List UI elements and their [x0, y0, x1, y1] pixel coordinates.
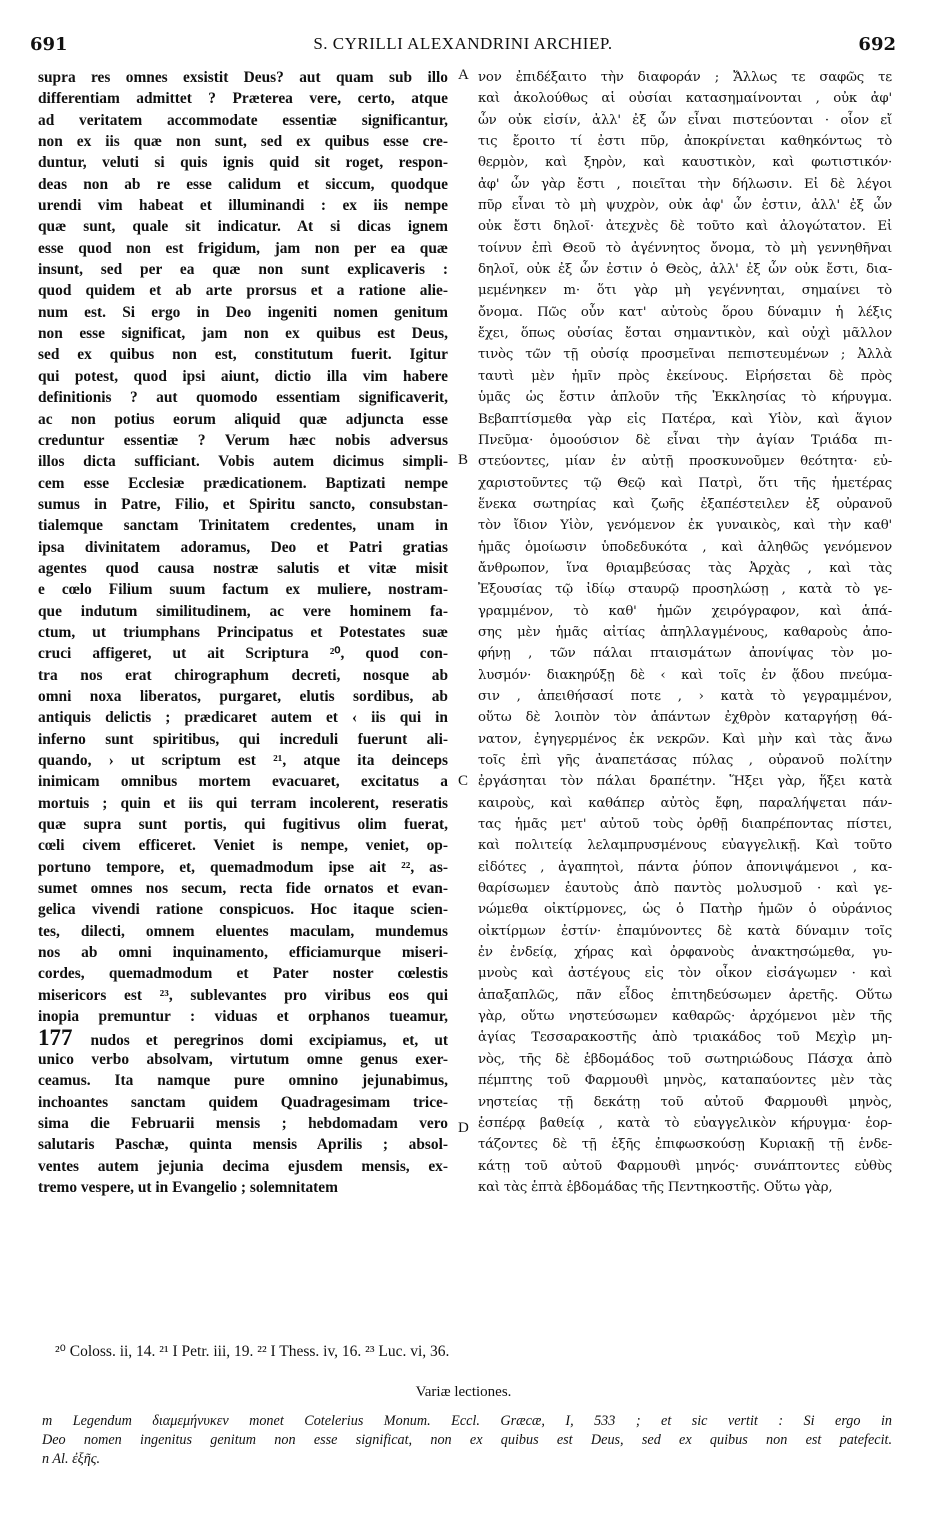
latin-text-line: gelica vivendi ratione conspicuos. Hoc itaque scien-: [38, 901, 448, 919]
latin-text-line: que indutum similitudinem, ac vere hominem fa-: [38, 602, 448, 620]
greek-text-line: ταυτὶ μὲν ἡμῖν πρὸς ἐκείνους. Εἰρήσεται δὲ πρὸς: [478, 368, 892, 384]
variant-reading-line: Deo nomen ingenitus genitum non esse significat, non ex quibus est Deus, sed ex quibus non est patefecit.: [42, 1432, 892, 1448]
latin-text-line: salutaris Paschæ, quinta mensis Aprilis ; absol-: [38, 1136, 448, 1154]
section-marker-a: A: [458, 67, 469, 83]
greek-text-line: ἄνθρωπον, ἵνα θριαμβεύσας τὰς Ἀρχὰς , καὶ τὰς: [478, 560, 892, 576]
greek-text-line: ἑσπέρᾳ βαθείᾳ , κατὰ τὸ εὐαγγελικὸν κήρυγμα· ἑορ-: [478, 1115, 892, 1131]
page-number-left: 691: [30, 34, 68, 55]
latin-text-line: ventes autem jejunia decima ejusdem mensis, ex-: [38, 1157, 448, 1175]
latin-text-line: misericors est ²³, sublevantes pro viribus eos qui: [38, 986, 448, 1004]
greek-text-line: ὄνομα. Πῶς οὖν κατ' αὐτοὺς ὅρου δύναμιν ἡ λέξις: [478, 304, 892, 320]
greek-text-line: μνοὺς καὶ ἀστέγους εἰς τὸν οἶκον εἰσάγωμεν · καὶ: [478, 966, 892, 982]
greek-text-line: νὸς, τῆς δὲ ἑβδομάδος τοῦ σωτηριώδους Πάσχα ἀπὸ: [478, 1051, 892, 1067]
greek-text-line: τοίνυν ἐπὶ Θεοῦ τὸ ἀγέννητος ὄνομα, τὸ μὴ γεννηθῆναι: [478, 240, 892, 256]
latin-text-line: quod quidem et ab arte prorsus et a ratione alie-: [38, 282, 448, 300]
variant-reading-line: m Legendum διαμεμήνυκεν monet Cotelerius Monum. Eccl. Græcæ, I, 533 ; et sic vertit : Si ergo in: [42, 1413, 892, 1429]
latin-text-line: tremo vespere, ut in Evangelio ; solemnitatem: [38, 1178, 338, 1196]
greek-text-line: στεύοντες, μίαν ἐν αὐτῇ προσκυνοῦμεν θεότητα· εὐ-: [478, 454, 892, 470]
greek-text-line: Ἐξουσίας τῷ ἰδίῳ σταυρῷ προσηλώσῃ , κατὰ τὸ γε-: [478, 582, 892, 598]
latin-text-fragment: nudos et peregrinos domi excipiamus, et, ut: [90, 1032, 448, 1049]
latin-text-line: inchoantes sanctam quidem Quadragesimam trice-: [38, 1093, 448, 1111]
greek-text-line: θερμὸν, καὶ ξηρὸν, καὶ καυστικὸν, καὶ φωτιστικόν·: [478, 155, 892, 171]
latin-text-line: quando, › ut scriptum est ²¹, atque ita deinceps: [38, 752, 448, 769]
latin-text-line: duntur, veluti si quis ignis quid sit roget, respon-: [38, 154, 448, 172]
latin-text-line: non ex iis quæ non sunt, sed ex quibus esse cre-: [38, 133, 448, 151]
latin-text-line: [38, 1027, 448, 1048]
latin-text-line: omni noxa liberatos, purgaret, elutis sordibus, ab: [38, 687, 448, 705]
latin-text-line: cruci affigeret, ut ait Scriptura ²⁰, quod con-: [38, 645, 448, 663]
greek-text-line: οὕτω δὲ λοιπὸν τὸν ἁπάντων ἐχθρὸν καταργήσῃ θά-: [478, 710, 892, 726]
greek-text-line: τὸν ἴδιον Υἱὸν, γενόμενον ἐκ γυναικὸς, καὶ τὴν καθ': [478, 518, 892, 534]
greek-text-line: χαριστοῦντες τῷ Θεῷ καὶ Πατρὶ, ὅτι τῆς ἡμετέρας: [478, 475, 892, 491]
latin-text-line: sumet omnes nos secum, recta fide ornatos et evan-: [38, 880, 448, 898]
greek-text-line: ὧν οὐκ εἰσίν, ἀλλ' ἐξ ὧν εἶναι πιστεύονται · οἷον εἴ: [478, 112, 892, 128]
greek-text-line: γὰρ, οὕτω νηστεύσωμεν καθαρῶς· ἀρχόμενοι μὲν τῆς: [478, 1009, 892, 1025]
greek-text-line: καὶ ἀκολούθως αἱ οὐσίαι κατασημαίνονται , οὐκ ἀφ': [478, 91, 892, 107]
latin-text-line: agentes quod causa nostræ salutis et vitæ misit: [38, 559, 448, 577]
variant-reading-line: n Al. ἐξῆς.: [42, 1451, 101, 1467]
latin-text-line: sima die Februarii mensis ; hebdomadam vero: [38, 1114, 448, 1132]
section-marker-c: C: [458, 773, 469, 789]
latin-text-line: num est. Si ergo in Deo ingeniti nomen genitum: [38, 303, 448, 321]
greek-text-line: θαρίσωμεν ἑαυτοὺς ἀπὸ παντὸς μολυσμοῦ · καὶ γε-: [478, 881, 892, 897]
latin-text-line: sumus in Patre, Filio, et Spiritu sancto, consubstan-: [38, 495, 448, 513]
greek-text-line: σιν , ἀπειθήσασί ποτε , › κατὰ τὸ γεγραμμένον,: [478, 688, 892, 704]
latin-text-line: deas non ab re esse calidum et siccum, quodque: [38, 175, 448, 193]
greek-text-line: τοῖς ἐπὶ γῆς ἀναπετάσας πύλας , οὐρανοῦ πολίτην: [478, 753, 892, 768]
section-marker-b: B: [458, 452, 469, 468]
latin-text-line: tialemque sanctam Trinitatem credentes, unam in: [38, 517, 448, 535]
latin-text-line: urendi vim habeat et illuminandi : ex iis nempe: [38, 197, 448, 215]
greek-text-line: ἀφ' ὧν γὰρ ἔστι , ποιεῖται τὴν δήλωσιν. Εἰ δὲ λέγοι: [478, 176, 892, 192]
greek-text-line: σης μὲν ἡμᾶς αἰτίας ἀπηλλαγμένους, καθαροὺς ἀπο-: [478, 624, 892, 640]
latin-text-line: portuno tempore, et, quemadmodum ipse ait ²², as-: [38, 858, 448, 876]
greek-text-line: νατον, ἐγηγερμένος ἐκ νεκρῶν. Καὶ μὴν καὶ τὰς ἄνω: [478, 731, 892, 747]
greek-text-line: νον ἐπιδέξαιτο τὴν διαφοράν ; Ἄλλως τε σαφῶς τε: [478, 70, 892, 85]
greek-text-line: νώμεθα οἰκτίρμονες, ὡς ὁ Πατὴρ ἡμῶν ὁ οὐράνιος: [478, 902, 892, 918]
latin-text-line: insunt, sed per ea quæ non sunt explicaveris :: [38, 261, 448, 279]
latin-text-line: ad veritatem accommodate essentiæ significantur,: [38, 111, 448, 129]
greek-text-line: τας ἡμᾶς μετ' αὐτοῦ τοὺς ὀρθῇ διαπρέποντας πίστει,: [478, 817, 892, 833]
variae-lectiones: [42, 1412, 892, 1469]
greek-text-line: νηστείας τῇ δεκάτῃ τοῦ αὐτοῦ Φαρμουθὶ μηνὸς,: [478, 1094, 892, 1110]
latin-text-line: definitionis ? aut quomodo essentiam significaverit,: [38, 389, 448, 407]
greek-text-line: τάζοντες δὲ τῇ ἑξῆς ἐπιφωσκούσῃ Κυριακῇ τῇ ἑνδε-: [478, 1137, 892, 1153]
latin-text-line: differentiam admittet ? Præterea vere, certo, atque: [38, 90, 448, 108]
page-number-right: 692: [858, 34, 896, 55]
latin-text-line: e cœlo Filium suum factum ex muliere, nostram-: [38, 581, 448, 599]
greek-text-line: ἡμᾶς ὁμοίωσιν ὑποδεδυκότα , καὶ ἀληθῶς γενόμενον: [478, 539, 892, 555]
greek-text-line: καὶ πολιτείᾳ λελαμπρυσμένους εὐαγγελικῇ. Καὶ τοῦτο: [478, 838, 892, 854]
latin-text-line: quæ supra sunt portis, qui fugitivus olim fuerat,: [38, 816, 448, 834]
greek-text-line: ἕνεκα σωτηρίας καὶ ζωῆς ἐξαπέστειλεν ἐξ οὐρανοῦ: [478, 496, 892, 512]
greek-text-line: εἰδότες , ἀγαπητοὶ, πάντα ῥύπον ἀπονιψάμενοι , κα-: [478, 859, 892, 875]
latin-text-line: sed ex quibus non est, constitutum fuerit. Igitur: [38, 346, 448, 364]
latin-text-line: inferno sunt spiritibus, qui increduli fuerunt ali-: [38, 730, 448, 748]
greek-text-line: καιροὺς, καὶ καθάπερ αὐτὸς ἔφη, παραλήψεται πάν-: [478, 795, 892, 811]
latin-text-line: unico verbo absolvam, virtutum omne genus exer-: [38, 1050, 448, 1068]
greek-text-line: Βεβαπτίσμεθα γὰρ εἰς Πατέρα, καὶ Υἱὸν, καὶ ἅγιον: [478, 411, 892, 427]
greek-column: [478, 67, 892, 1198]
latin-text-line: nos ab omni inquinamento, efficiamurque miseri-: [38, 944, 448, 962]
greek-text-line: μεμένηκεν m· ὅτι γὰρ μὴ γεγέννηται, σημαίνει τὸ: [478, 283, 892, 299]
latin-text-line: inimicam omnibus mortem evacuaret, excitatus a: [38, 773, 448, 791]
greek-text-line: καὶ τὰς ἑπτὰ ἑβδομάδας τῆς Πεντηκοστῆς. Οὕτω γὰρ,: [478, 1179, 833, 1195]
variae-heading: Variæ lectiones.: [415, 1384, 512, 1400]
greek-text-line: φήνῃ , τῶν πάλαι πταισμάτων ἀπονίψας τὸν μο-: [478, 646, 892, 662]
latin-text-line: ceamus. Ita namque pure omnino jejunabimus,: [38, 1072, 448, 1090]
running-title: S. CYRILLI ALEXANDRINI ARCHIEP.: [313, 34, 613, 53]
section-marker-d: D: [458, 1120, 469, 1136]
latin-text-line: supra res omnes exsistit Deus? aut quam sub illo: [38, 69, 448, 86]
latin-text-line: ac non potius eorum aliquid quæ adjuncta esse: [38, 410, 448, 428]
greek-text-line: ἐργάσηται τὸν πάλαι δραπέτην. Ἥξει γὰρ, ἥξει κατὰ: [478, 774, 892, 790]
latin-text-line: illos dicta sufficiant. Vobis autem dicimus simpli-: [38, 453, 448, 471]
running-header: [30, 34, 896, 60]
greek-text-line: τις ἔροιτο τί ἐστι πῦρ, ἀποκρίνεται καθηκόντως τὸ: [478, 134, 892, 150]
latin-text-line: tes, dilecti, omnem eluentes maculam, mundemus: [38, 922, 448, 940]
latin-text-line: antiquis delictis ; prædicaret autem et ‹ iis qui in: [38, 709, 448, 727]
greek-text-line: οἰκτίρμων ἐστίν· ἐπαμύνοντες δὲ κατὰ δύναμιν τοῖς: [478, 923, 892, 939]
greek-text-line: ἐν ἐνδείᾳ, χήρας καὶ ὀρφανοὺς ἀνακτησώμεθα, γυ-: [478, 945, 892, 961]
greek-text-line: ἁγίας Τεσσαρακοστῆς ἀπὸ τριακάδος τοῦ Μεχὶρ μη-: [478, 1030, 892, 1046]
latin-text-line: non esse significat, jam non ex quibus est Deus,: [38, 325, 448, 343]
greek-text-line: πέμπτης τοῦ Φαρμουθὶ μηνὸς, καταπαύοντες μὲν τὰς: [478, 1073, 892, 1089]
greek-text-line: πῦρ εἶναι τὸ μὴ ψυχρὸν, οὐκ ἀφ' ὧν ἐστιν, ἀλλ' ἐξ ὧν: [478, 198, 892, 214]
latin-text-line: cordes, quemadmodum et Pater noster cœlestis: [38, 965, 448, 983]
latin-text-line: qui potest, quod ipsi aiunt, dictio illa vim habere: [38, 367, 448, 385]
greek-text-line: ὑμᾶς ὡς ἔστιν ἁπλοῦν τῆς Ἐκκλησίας τὸ κήρυγμα.: [478, 390, 892, 406]
footnotes: ²⁰ Coloss. ii, 14. ²¹ I Petr. iii, 19. ²² I Thess. iv, 16. ²³ Luc. vi, 36.: [55, 1343, 450, 1360]
latin-text-line: cœli civem efficeret. Veniet is nempe, veniet, op-: [38, 837, 448, 855]
latin-text-line: ctum, ut triumphans Principatus et Potestates suæ: [38, 623, 448, 641]
latin-text-line: cem esse Ecclesiæ prædicationem. Baptizati nempe: [38, 474, 448, 492]
greek-text-line: δηλοῖ, οὐκ ἐξ ὧν ἐστιν ὁ Θεὸς, ἀλλ' ἐξ ὧν οὐκ ἔστι, δια-: [478, 262, 892, 278]
latin-text-line: creduntur essentiæ ? Verum hæc nobis adversus: [38, 431, 448, 449]
latin-text-line: quæ sunt, quale sit indicatur. At si dicas ignem: [38, 218, 448, 236]
latin-text-line: tra nos erat chirographum decreti, nosque ab: [38, 666, 448, 684]
latin-column: [38, 67, 448, 1198]
greek-text-line: οὐκ ἔστι δηλοῖ· ἀτεχνὲς δὲ τοῦτο καὶ ἀλογώτατον. Εἰ: [478, 219, 892, 235]
greek-text-line: τινὸς τῶν τῇ οὐσίᾳ προσμεῖναι πεπιστευμένων ; Ἀλλὰ: [478, 347, 892, 363]
greek-text-line: κάτῃ τοῦ αὐτοῦ Φαρμουθὶ μηνός· συνάπτοντες εὐθὺς: [478, 1158, 892, 1174]
latin-text-line: inopia premuntur : viduas et orphanos tueamur,: [38, 1008, 448, 1026]
greek-text-line: ἁπαξαπλῶς, πᾶν εἶδος ἐπιτηδεύσωμεν ἀρετῆς. Οὕτω: [478, 987, 892, 1003]
margin-page-number: 177: [38, 1027, 91, 1049]
greek-text-line: λυσμόν· διακηρύξῃ δὲ ‹ καὶ τοῖς ἐν ᾅδου πνεύμα-: [478, 667, 892, 683]
greek-text-line: γραμμένον, τὸ καθ' ἡμῶν χειρόγραφον, καὶ ἁπά-: [478, 603, 892, 619]
latin-text-line: ipsa divinitatem adoramus, Deo et Patri gratias: [38, 538, 448, 556]
greek-text-line: ἔχει, ὅπως οὐσίας ἔσται σημαντικὸν, καὶ οὐχὶ μᾶλλον: [478, 326, 892, 342]
greek-text-line: Πνεῦμα· ὁμοούσιον δὲ εἶναι τὴν ἁγίαν Τριάδα πι-: [478, 432, 892, 448]
latin-text-line: mortuis ; quin et iis qui terram incolerent, reseratis: [38, 794, 448, 812]
latin-text-line: esse quod non est frigidum, jam non per ea quæ: [38, 239, 448, 257]
